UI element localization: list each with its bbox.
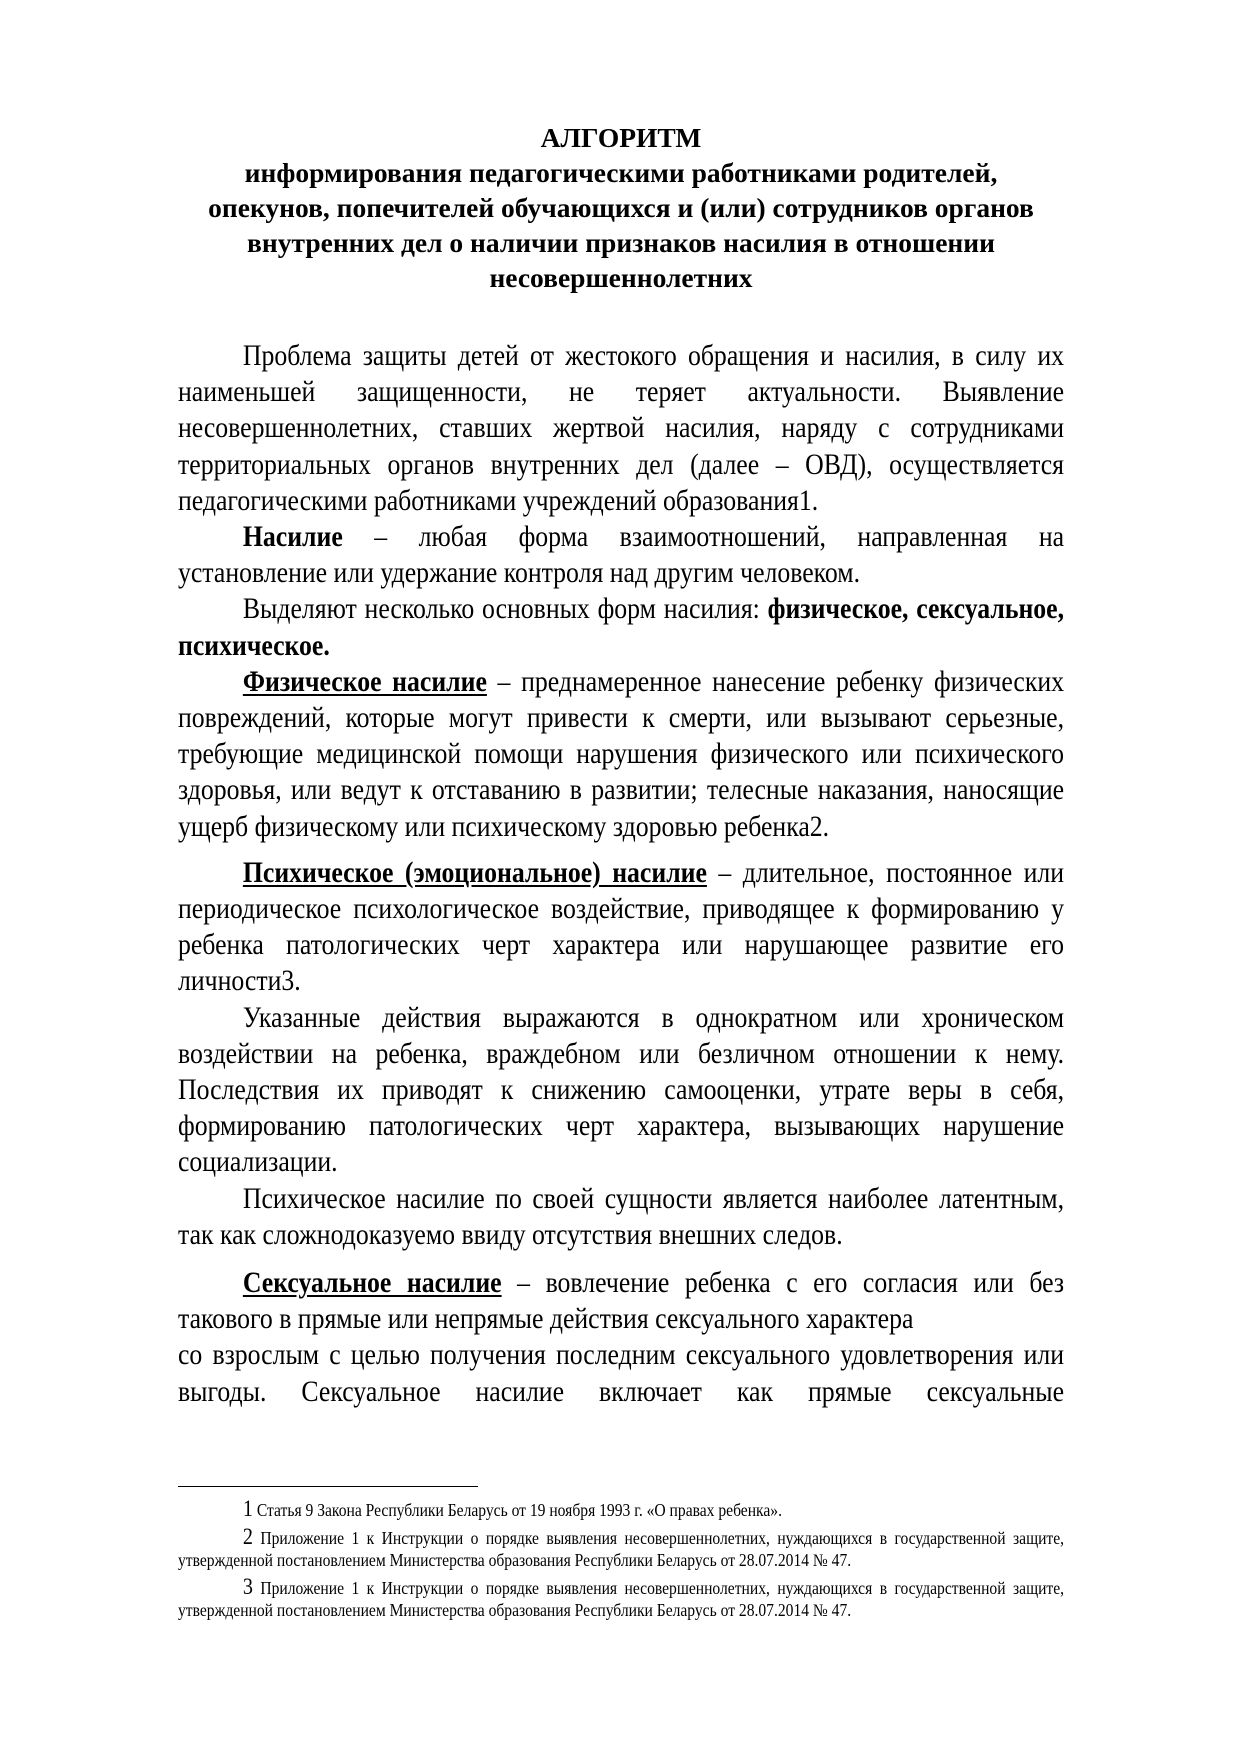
footnote-number: 1 (242, 1496, 253, 1521)
footnote-1 (178, 1498, 1064, 1522)
paragraph-consequences: Указанные действия выражаются в однократном или хроническом воздействии на ребенка, враждебном или безличном отношении к нему. Последствия их приводят к снижению самооценки, утрате веры в себя, формированию патологических черт характера, вызывающих нарушение социализации. (178, 1001, 1065, 1179)
footnote-number: 3 (242, 1573, 253, 1599)
term-violence: Насилие (242, 521, 343, 554)
footnote-text: Приложение 1 к Инструкции о порядке выявления несовершеннолетних, нуждающихся в государственной защите, утвержденной постановлением Министерства образования Республики Беларусь от 28.07.2014 № 47. (178, 1527, 1065, 1570)
definition-psychological: – длительное, постоянное или периодическое психологическое воздействие, приводящее к формированию у ребенка патологических черт характера или нарушающее развитие его личности3. (178, 856, 1065, 998)
paragraph-sexual (178, 1265, 1064, 1337)
term-sexual: Сексуальное насилие (242, 1267, 502, 1300)
forms-intro: Выделяют несколько основных форм насилия: (242, 593, 768, 626)
paragraph-psychological (178, 855, 1064, 1000)
footnote-number: 2 (242, 1523, 253, 1549)
footnote-separator (178, 1486, 478, 1487)
paragraph-intro: Проблема защиты детей от жестокого обращения и насилия, в силу их наименьшей защищенности, не теряет актуальности. Выявление несовершеннолетних, ставших жертвой насилия, наряду с сотрудниками территориальных органов внутренних дел (далее – ОВД), осуществляется педагогическими работниками учреждений образования1. (178, 340, 1065, 517)
title-line-3: опекунов, попечителей обучающихся и (или) сотрудников органов (208, 192, 1034, 223)
footnote-text: Приложение 1 к Инструкции о порядке выявления несовершеннолетних, нуждающихся в государственной защите, утвержденной постановлением Министерства образования Республики Беларусь от 28.07.2014 № 47. (178, 1577, 1065, 1620)
footnotes (178, 1498, 1064, 1626)
footnote-text: Статья 9 Закона Республики Беларусь от 19 ноября 1993 г. «О правах ребенка». (252, 1500, 783, 1520)
document-title (178, 120, 1064, 295)
title-line-1: АЛГОРИТМ (540, 122, 702, 153)
definition-sexual: – вовлечение ребенка с его согласия или без такового в прямые или непрямые действия сексуального характера (178, 1267, 1065, 1336)
paragraph-physical (178, 664, 1064, 845)
document-body (178, 338, 1064, 1410)
definition-violence: – любая форма взаимоотношений, направленная на установление или удержание контроля над другим человеком. (178, 521, 1065, 590)
footnote-2 (178, 1523, 1065, 1572)
title-line-4: внутренних дел о наличии признаков насилия в отношении (247, 227, 995, 258)
term-physical: Физическое насилие (242, 665, 487, 698)
term-psychological: Психическое (эмоциональное) насилие (242, 856, 707, 889)
paragraph-latency: Психическое насилие по своей сущности является наиболее латентным, так как сложнодоказуемо ввиду отсутствия внешних следов. (178, 1182, 1065, 1251)
paragraph-sexual-continued: со взрослым с целью получения последним сексуального удовлетворения или выгоды. Сексуальное насилие включает как прямые сексуальные (178, 1339, 1065, 1408)
footnote-3 (178, 1573, 1065, 1622)
title-line-2: информирования педагогическими работниками родителей, (244, 157, 998, 188)
paragraph-forms (178, 591, 1064, 663)
paragraph-violence-definition (178, 519, 1064, 591)
definition-physical: – преднамеренное нанесение ребенку физических повреждений, которые могут привести к смерти, или вызывают серьезные, требующие медицинской помощи нарушения физического или психического здоровья, или ведут к отставанию в развитии; телесные наказания, наносящие ущерб физическому или психическому здоровью ребенка2. (178, 665, 1065, 843)
forms-list: физическое, сексуальное, психическое. (178, 593, 1065, 662)
title-line-5: несовершеннолетних (489, 262, 753, 293)
